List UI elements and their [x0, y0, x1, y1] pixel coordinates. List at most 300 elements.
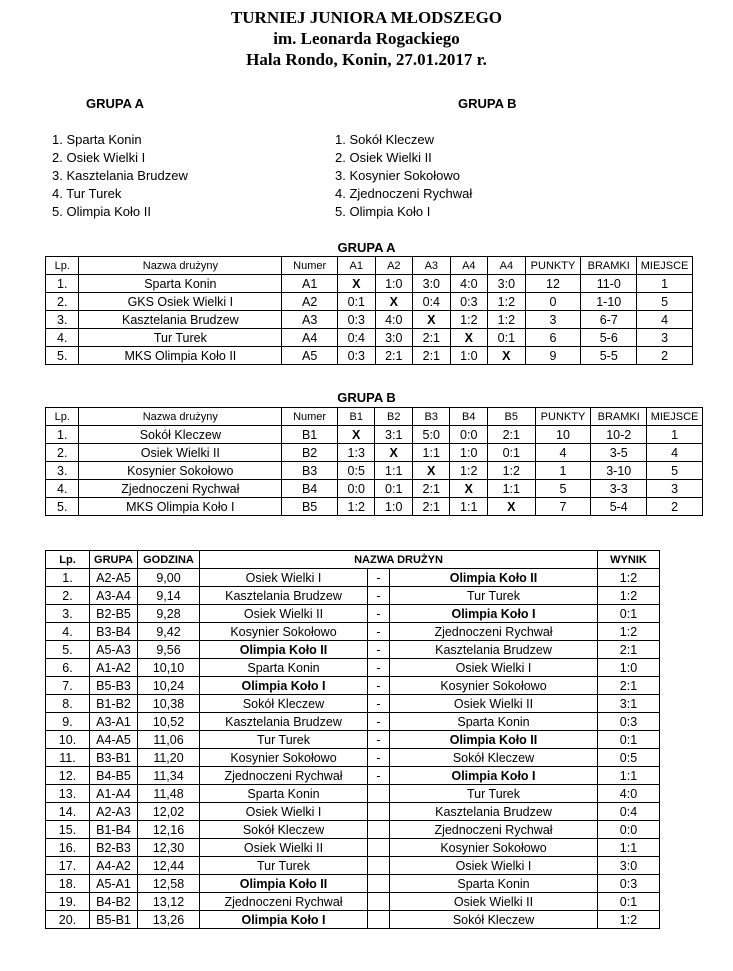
match-group: B4-B5 — [90, 767, 138, 785]
column-header: Lp. — [46, 257, 79, 275]
match-result: 2:1 — [598, 641, 660, 659]
versus-separator — [368, 839, 390, 857]
match-schedule-table — [45, 550, 660, 929]
table-cell: 5 — [637, 293, 693, 311]
match-number: 2. — [46, 587, 90, 605]
table-cell: X — [450, 329, 488, 347]
match-result: 3:1 — [598, 695, 660, 713]
table-cell: 1:2 — [450, 311, 488, 329]
column-header: B1 — [337, 408, 375, 426]
match-time: 13,12 — [138, 893, 200, 911]
table-cell: 1:2 — [450, 462, 488, 480]
table-row — [46, 893, 660, 911]
versus-separator — [368, 803, 390, 821]
match-number: 5. — [46, 641, 90, 659]
group-b-heading: GRUPA B — [458, 96, 517, 111]
standings-table-group-b — [45, 407, 703, 516]
away-team: Kasztelania Brudzew — [390, 803, 598, 821]
away-team: Tur Turek — [390, 785, 598, 803]
versus-separator — [368, 785, 390, 803]
group-a-roster — [52, 131, 188, 221]
table-row — [46, 785, 660, 803]
match-time: 9,42 — [138, 623, 200, 641]
table-cell: 0:1 — [488, 329, 526, 347]
home-team: Sokół Kleczew — [200, 821, 368, 839]
table-row — [46, 911, 660, 929]
match-number: 4. — [46, 623, 90, 641]
match-number: 12. — [46, 767, 90, 785]
away-team: Kosynier Sokołowo — [390, 677, 598, 695]
table-header-row — [46, 257, 693, 275]
table-cell: 1:1 — [375, 462, 413, 480]
table-cell: X — [337, 426, 375, 444]
match-time: 10,10 — [138, 659, 200, 677]
away-team: Osiek Wielki II — [390, 695, 598, 713]
roster-item: 1. Sokół Kleczew — [335, 132, 434, 147]
table-row — [46, 605, 660, 623]
versus-separator: - — [368, 659, 390, 677]
group-b-roster — [335, 131, 472, 221]
match-group: B1-B2 — [90, 695, 138, 713]
roster-item: 5. Olimpia Koło I — [335, 204, 431, 219]
table-cell: B2 — [282, 444, 338, 462]
match-result: 4:0 — [598, 785, 660, 803]
table-cell: 1:2 — [337, 498, 375, 516]
column-header: A1 — [338, 257, 376, 275]
match-group: A2-A5 — [90, 569, 138, 587]
table-cell: 1:1 — [412, 444, 450, 462]
match-group: A2-A3 — [90, 803, 138, 821]
table-cell: 2. — [46, 444, 79, 462]
match-group: B3-B1 — [90, 749, 138, 767]
versus-separator: - — [368, 605, 390, 623]
column-header: Nazwa drużyny — [79, 408, 282, 426]
match-number: 16. — [46, 839, 90, 857]
table-cell: B3 — [282, 462, 338, 480]
match-result: 2:1 — [598, 677, 660, 695]
roster-item: 2. Osiek Wielki II — [335, 150, 432, 165]
standings-table-group-a — [45, 256, 693, 365]
table-cell: 2 — [637, 347, 693, 365]
table-cell: 5 — [647, 462, 703, 480]
column-header: A4 — [488, 257, 526, 275]
match-number: 9. — [46, 713, 90, 731]
table-cell: 4 — [535, 444, 591, 462]
column-header: WYNIK — [598, 551, 660, 569]
table-cell: 3:0 — [413, 275, 451, 293]
table-row — [46, 444, 703, 462]
table-cell: 0:1 — [375, 480, 413, 498]
home-team: Kasztelania Brudzew — [200, 713, 368, 731]
table-row — [46, 641, 660, 659]
table-cell: 1:3 — [337, 444, 375, 462]
table-cell: 9 — [525, 347, 581, 365]
table-row — [46, 569, 660, 587]
table-row — [46, 329, 693, 347]
column-header: BRAMKI — [591, 408, 647, 426]
match-time: 10,24 — [138, 677, 200, 695]
table-cell: B4 — [282, 480, 338, 498]
table-cell: 6 — [525, 329, 581, 347]
match-group: B5-B3 — [90, 677, 138, 695]
table-row — [46, 623, 660, 641]
table-row — [46, 749, 660, 767]
home-team: Olimpia Koło II — [200, 875, 368, 893]
match-group: A5-A1 — [90, 875, 138, 893]
table-cell: 12 — [525, 275, 581, 293]
table-row — [46, 803, 660, 821]
table-cell: 0:3 — [450, 293, 488, 311]
table-cell: X — [487, 498, 535, 516]
roster-item: 4. Tur Turek — [52, 186, 122, 201]
versus-separator: - — [368, 767, 390, 785]
versus-separator — [368, 893, 390, 911]
home-team: Olimpia Koło I — [200, 677, 368, 695]
table-row — [46, 498, 703, 516]
home-team: Osiek Wielki II — [200, 839, 368, 857]
table-row — [46, 275, 693, 293]
table-cell: 4 — [647, 444, 703, 462]
table-header-row — [46, 408, 703, 426]
column-header: MIEJSCE — [637, 257, 693, 275]
table-cell: 1 — [535, 462, 591, 480]
match-time: 9,56 — [138, 641, 200, 659]
tournament-subtitle: im. Leonarda Rogackiego — [273, 29, 460, 48]
versus-separator: - — [368, 695, 390, 713]
match-time: 13,26 — [138, 911, 200, 929]
match-group: A4-A5 — [90, 731, 138, 749]
table-cell: Osiek Wielki II — [79, 444, 282, 462]
column-header: GODZINA — [138, 551, 200, 569]
table-cell: 5:0 — [412, 426, 450, 444]
table-cell: X — [413, 311, 451, 329]
table-cell: A3 — [282, 311, 338, 329]
match-time: 9,28 — [138, 605, 200, 623]
table-cell: Kosynier Sokołowo — [79, 462, 282, 480]
match-number: 20. — [46, 911, 90, 929]
table-cell: 1:1 — [450, 498, 488, 516]
table-cell: 2:1 — [412, 480, 450, 498]
table-cell: Kasztelania Brudzew — [79, 311, 282, 329]
table-cell: 0:5 — [337, 462, 375, 480]
match-time: 9,14 — [138, 587, 200, 605]
away-team: Sparta Konin — [390, 875, 598, 893]
away-team: Zjednoczeni Rychwał — [390, 623, 598, 641]
versus-separator — [368, 875, 390, 893]
table-cell: 3 — [647, 480, 703, 498]
away-team: Zjednoczeni Rychwał — [390, 821, 598, 839]
match-group: B4-B2 — [90, 893, 138, 911]
table-cell: 3:0 — [375, 329, 413, 347]
roster-item: 5. Olimpia Koło II — [52, 204, 151, 219]
table-row — [46, 480, 703, 498]
table-cell: 4. — [46, 480, 79, 498]
table-cell: X — [375, 444, 413, 462]
table-cell: 4. — [46, 329, 79, 347]
table-cell: 4:0 — [375, 311, 413, 329]
table-cell: 2:1 — [412, 498, 450, 516]
column-header: Numer — [282, 257, 338, 275]
table-row — [46, 462, 703, 480]
match-time: 11,48 — [138, 785, 200, 803]
column-header: B5 — [487, 408, 535, 426]
match-result: 0:3 — [598, 875, 660, 893]
match-number: 6. — [46, 659, 90, 677]
match-time: 12,02 — [138, 803, 200, 821]
match-result: 1:2 — [598, 569, 660, 587]
table-row — [46, 767, 660, 785]
column-header: A3 — [413, 257, 451, 275]
home-team: Kosynier Sokołowo — [200, 749, 368, 767]
table-cell: X — [488, 347, 526, 365]
table-cell: A4 — [282, 329, 338, 347]
table-cell: 3 — [525, 311, 581, 329]
table-cell: 1. — [46, 426, 79, 444]
column-header: A2 — [375, 257, 413, 275]
table-cell: 3 — [637, 329, 693, 347]
match-group: A3-A1 — [90, 713, 138, 731]
table-cell: 3-3 — [591, 480, 647, 498]
match-group: A1-A2 — [90, 659, 138, 677]
table-cell: 1:2 — [487, 462, 535, 480]
away-team: Sokół Kleczew — [390, 749, 598, 767]
column-header: Numer — [282, 408, 338, 426]
standings-a-title: GRUPA A — [337, 240, 396, 255]
match-result: 1:1 — [598, 839, 660, 857]
home-team: Sparta Konin — [200, 785, 368, 803]
table-row — [46, 677, 660, 695]
roster-item: 3. Kosynier Sokołowo — [335, 168, 461, 183]
match-result: 0:1 — [598, 605, 660, 623]
match-number: 13. — [46, 785, 90, 803]
match-number: 8. — [46, 695, 90, 713]
match-result: 0:0 — [598, 821, 660, 839]
versus-separator: - — [368, 749, 390, 767]
table-cell: X — [338, 275, 376, 293]
away-team: Kasztelania Brudzew — [390, 641, 598, 659]
versus-separator: - — [368, 587, 390, 605]
column-header: PUNKTY — [525, 257, 581, 275]
match-number: 14. — [46, 803, 90, 821]
home-team: Kasztelania Brudzew — [200, 587, 368, 605]
column-header: Lp. — [46, 408, 79, 426]
match-number: 19. — [46, 893, 90, 911]
table-cell: 1-10 — [581, 293, 637, 311]
match-group: B5-B1 — [90, 911, 138, 929]
table-cell: 1 — [637, 275, 693, 293]
table-cell: A1 — [282, 275, 338, 293]
table-cell: 4 — [637, 311, 693, 329]
table-cell: GKS Osiek Wielki I — [79, 293, 282, 311]
home-team: Osiek Wielki II — [200, 605, 368, 623]
table-cell: 3:1 — [375, 426, 413, 444]
match-group: A4-A2 — [90, 857, 138, 875]
column-header: NAZWA DRUŻYN — [200, 551, 598, 569]
table-cell: 5. — [46, 498, 79, 516]
roster-item: 4. Zjednoczeni Rychwał — [335, 186, 473, 201]
match-result: 1:0 — [598, 659, 660, 677]
versus-separator — [368, 821, 390, 839]
roster-item: 1. Sparta Konin — [52, 132, 142, 147]
away-team: Osiek Wielki II — [390, 893, 598, 911]
table-cell: 3-10 — [591, 462, 647, 480]
table-cell: Sokół Kleczew — [79, 426, 282, 444]
table-row — [46, 659, 660, 677]
versus-separator — [368, 857, 390, 875]
match-number: 7. — [46, 677, 90, 695]
match-number: 1. — [46, 569, 90, 587]
column-header: B4 — [450, 408, 488, 426]
table-cell: 1:1 — [487, 480, 535, 498]
table-cell: 4:0 — [450, 275, 488, 293]
column-header: Nazwa drużyny — [79, 257, 282, 275]
away-team: Osiek Wielki I — [390, 857, 598, 875]
roster-item: 2. Osiek Wielki I — [52, 150, 146, 165]
table-cell: 10-2 — [591, 426, 647, 444]
match-number: 17. — [46, 857, 90, 875]
table-cell: 0:3 — [338, 311, 376, 329]
match-time: 11,06 — [138, 731, 200, 749]
home-team: Tur Turek — [200, 731, 368, 749]
table-cell: MKS Olimpia Koło I — [79, 498, 282, 516]
versus-separator: - — [368, 731, 390, 749]
table-cell: 6-7 — [581, 311, 637, 329]
match-result: 1:2 — [598, 911, 660, 929]
match-result: 3:0 — [598, 857, 660, 875]
table-row — [46, 347, 693, 365]
table-cell: 0:3 — [338, 347, 376, 365]
table-cell: 1:0 — [450, 444, 488, 462]
table-cell: X — [450, 480, 488, 498]
table-cell: B5 — [282, 498, 338, 516]
home-team: Osiek Wielki I — [200, 803, 368, 821]
table-cell: 0:1 — [487, 444, 535, 462]
table-cell: X — [375, 293, 413, 311]
column-header: MIEJSCE — [647, 408, 703, 426]
table-cell: 0 — [525, 293, 581, 311]
table-cell: X — [412, 462, 450, 480]
match-result: 0:1 — [598, 731, 660, 749]
table-cell: 2:1 — [413, 347, 451, 365]
match-time: 12,58 — [138, 875, 200, 893]
table-cell: A2 — [282, 293, 338, 311]
table-row — [46, 839, 660, 857]
tournament-title: TURNIEJ JUNIORA MŁODSZEGO — [230, 8, 503, 27]
table-cell: A5 — [282, 347, 338, 365]
home-team: Osiek Wielki I — [200, 569, 368, 587]
table-header-row — [46, 551, 660, 569]
group-a-heading: GRUPA A — [86, 96, 145, 111]
table-cell: 1:0 — [375, 275, 413, 293]
table-cell: B1 — [282, 426, 338, 444]
table-cell: 2:1 — [487, 426, 535, 444]
column-header: A4 — [450, 257, 488, 275]
home-team: Kosynier Sokołowo — [200, 623, 368, 641]
home-team: Olimpia Koło I — [200, 911, 368, 929]
match-group: A5-A3 — [90, 641, 138, 659]
table-cell: 0:1 — [338, 293, 376, 311]
home-team: Zjednoczeni Rychwał — [200, 893, 368, 911]
table-row — [46, 713, 660, 731]
away-team: Olimpia Koło I — [390, 605, 598, 623]
table-cell: 3-5 — [591, 444, 647, 462]
table-cell: 2. — [46, 293, 79, 311]
versus-separator — [368, 911, 390, 929]
table-cell: Zjednoczeni Rychwał — [79, 480, 282, 498]
table-cell: 3:0 — [488, 275, 526, 293]
table-cell: 7 — [535, 498, 591, 516]
table-cell: MKS Olimpia Koło II — [79, 347, 282, 365]
match-group: B3-B4 — [90, 623, 138, 641]
versus-separator: - — [368, 569, 390, 587]
away-team: Osiek Wielki I — [390, 659, 598, 677]
table-row — [46, 293, 693, 311]
column-header: PUNKTY — [535, 408, 591, 426]
match-result: 0:5 — [598, 749, 660, 767]
table-cell: 0:4 — [338, 329, 376, 347]
match-result: 0:3 — [598, 713, 660, 731]
table-row — [46, 857, 660, 875]
away-team: Sokół Kleczew — [390, 911, 598, 929]
home-team: Zjednoczeni Rychwał — [200, 767, 368, 785]
table-row — [46, 587, 660, 605]
match-number: 15. — [46, 821, 90, 839]
match-result: 1:1 — [598, 767, 660, 785]
table-cell: 0:0 — [337, 480, 375, 498]
table-cell: 5 — [535, 480, 591, 498]
table-cell: Sparta Konin — [79, 275, 282, 293]
match-time: 12,16 — [138, 821, 200, 839]
match-group: A3-A4 — [90, 587, 138, 605]
table-row — [46, 695, 660, 713]
match-time: 12,44 — [138, 857, 200, 875]
home-team: Tur Turek — [200, 857, 368, 875]
roster-item: 3. Kasztelania Brudzew — [52, 168, 188, 183]
tournament-venue-date: Hala Rondo, Konin, 27.01.2017 r. — [246, 50, 487, 69]
match-group: B2-B5 — [90, 605, 138, 623]
table-cell: 3. — [46, 311, 79, 329]
home-team: Sokół Kleczew — [200, 695, 368, 713]
match-result: 1:2 — [598, 623, 660, 641]
away-team: Sparta Konin — [390, 713, 598, 731]
table-cell: 3. — [46, 462, 79, 480]
table-row — [46, 731, 660, 749]
match-time: 11,34 — [138, 767, 200, 785]
column-header: B2 — [375, 408, 413, 426]
table-cell: 2 — [647, 498, 703, 516]
away-team: Olimpia Koło II — [390, 569, 598, 587]
standings-b-title: GRUPA B — [337, 390, 396, 405]
match-group: A1-A4 — [90, 785, 138, 803]
match-number: 10. — [46, 731, 90, 749]
match-group: B2-B3 — [90, 839, 138, 857]
away-team: Olimpia Koło II — [390, 731, 598, 749]
table-cell: 11-0 — [581, 275, 637, 293]
match-time: 11,20 — [138, 749, 200, 767]
table-row — [46, 426, 703, 444]
table-cell: 1:0 — [450, 347, 488, 365]
column-header: BRAMKI — [581, 257, 637, 275]
table-cell: 1:2 — [488, 293, 526, 311]
table-cell: 10 — [535, 426, 591, 444]
versus-separator: - — [368, 713, 390, 731]
match-time: 12,30 — [138, 839, 200, 857]
away-team: Olimpia Koło I — [390, 767, 598, 785]
match-number: 18. — [46, 875, 90, 893]
table-row — [46, 311, 693, 329]
column-header: B3 — [412, 408, 450, 426]
match-result: 0:4 — [598, 803, 660, 821]
